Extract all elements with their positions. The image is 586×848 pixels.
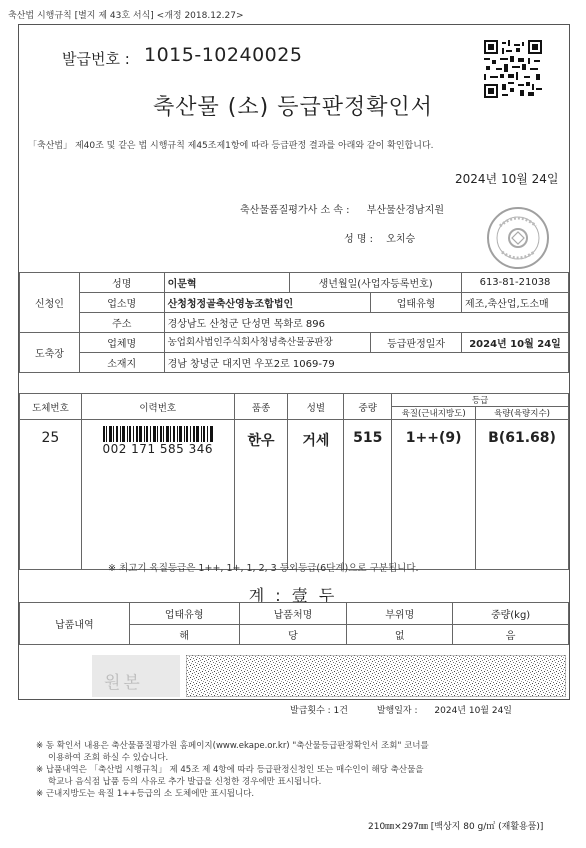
table-row <box>20 420 569 570</box>
intro-text: 「축산법」 제40조 및 같은 법 시행규칙 제45조제1항에 따라 등급판정 결과를 아래와 같이 확인합니다. <box>28 141 434 151</box>
sex: 거세 <box>288 420 344 570</box>
delivery-section-label: 납품내역 <box>20 603 130 645</box>
applicant-birth: 613-81-21038 <box>462 273 569 293</box>
slaughterhouse-location-label: 소재지 <box>79 353 164 373</box>
delivery-part-header: 부위명 <box>347 603 453 625</box>
barcode-icon <box>103 426 213 442</box>
table-row <box>20 293 569 313</box>
total-count: 계 : 壹 두 <box>248 586 338 605</box>
footnote-line: ※ 납품내역은 「축산법 시행규칙」 제 45조 제 4항에 따라 등급판정신청인 또는 매수인이 해당 축산물을 <box>36 765 424 775</box>
breed-header: 품종 <box>234 394 288 420</box>
applicant-name-label: 성명 <box>79 273 164 293</box>
slaughterhouse-section-label: 도축장 <box>20 333 80 373</box>
applicant-address-label: 주소 <box>79 313 164 333</box>
form-reference: 축산법 시행규칙 [별지 제 43호 서식] <개정 2018.12.27> <box>8 11 244 21</box>
table-row <box>20 603 569 625</box>
applicant-biztype: 제조,축산업,도소매 <box>462 293 569 313</box>
meat-quality: 1++(9) <box>392 420 476 570</box>
inspector-org: 부산물산경남지원 <box>366 205 444 216</box>
table-row <box>20 273 569 293</box>
meat-yield-header: 육량(육량지수) <box>476 407 569 420</box>
grade-table <box>19 393 569 570</box>
breed: 한우 <box>234 420 288 570</box>
meat-quality-header: 육질(근내지방도) <box>392 407 476 420</box>
applicant-section-label: 신청인 <box>20 273 80 333</box>
grade-note: ※ 최고기 육질등급은 1++, 1+, 1, 2, 3 등외등급(6단계)으로 구분됩니다. <box>108 563 419 574</box>
applicant-company: 산청청정골축산영농조합법인 <box>164 293 371 313</box>
slaughterhouse-company: 농업회사법인주식회사청녕축산물공판장 <box>164 333 371 353</box>
table-row <box>20 333 569 353</box>
footer-date: 2024년 10월 24일 <box>434 706 513 716</box>
delivery-value-1: 해 <box>129 625 239 645</box>
trace-no-cell <box>81 420 234 570</box>
slaughterhouse-company-label: 업체명 <box>79 333 164 353</box>
slaughterhouse-date-label: 등급판정일자 <box>371 333 462 353</box>
sex-header: 성별 <box>288 394 344 420</box>
issue-date: 2024년 10월 24일 <box>455 172 559 186</box>
applicant-company-label: 업소명 <box>79 293 164 313</box>
delivery-weight-header: 중량(kg) <box>453 603 569 625</box>
slaughterhouse-location: 경남 창녕군 대지면 우포2로 1069-79 <box>164 353 568 373</box>
original-stamp-text: 원본 <box>104 673 143 693</box>
delivery-value-2: 당 <box>239 625 347 645</box>
trace-no-header: 이력번호 <box>81 394 234 420</box>
weight: 515 <box>344 420 392 570</box>
applicant-birth-label: 생년월일(사업자등록번호) <box>290 273 462 293</box>
footnote-line: 이용하여 조회 하실 수 있습니다. <box>48 753 169 763</box>
carcass-no-header: 도체번호 <box>20 394 82 420</box>
footnote-line: ※ 동 확인서 내용은 축산물품질평가원 홈페이지(www.ekape.or.kr) "축산물등급판정확인서 조회" 코너를 <box>36 741 429 751</box>
issue-count: 1건 <box>333 706 348 716</box>
applicant-address: 경상남도 산청군 단성면 목화로 896 <box>164 313 568 333</box>
grade-header: 등급 <box>392 394 569 407</box>
document-title: 축산물 (소) 등급판정확인서 <box>153 95 433 120</box>
footer-date-label: 발행일자 : <box>376 706 418 716</box>
inspector-name: 오치승 <box>386 234 416 245</box>
delivery-value-3: 없 <box>347 625 453 645</box>
issue-number-label: 발급번호 : <box>62 50 130 68</box>
footnote-line: 학교나 음식점 납품 등의 사유로 추가 발급을 신청한 경우에만 표시됩니다. <box>48 777 322 787</box>
inspector-org-label: 축산물품질평가사 소 속 : <box>240 205 350 216</box>
issue-number: 1015-10240025 <box>144 44 303 66</box>
delivery-value-4: 음 <box>453 625 569 645</box>
applicant-biztype-label: 업태유형 <box>371 293 462 313</box>
issue-count-label: 발급횟수 : <box>290 706 331 716</box>
table-row <box>20 394 569 407</box>
security-pattern <box>186 655 566 697</box>
delivery-biztype-header: 업태유형 <box>129 603 239 625</box>
weight-header: 중량 <box>344 394 392 420</box>
table-row <box>20 353 569 373</box>
inspector-name-label: 성 명 : <box>344 234 374 245</box>
delivery-destination-header: 납품처명 <box>239 603 347 625</box>
footnotes <box>36 740 429 800</box>
applicant-name: 이문혁 <box>164 273 290 293</box>
meat-yield: B(61.68) <box>476 420 569 570</box>
slaughterhouse-date: 2024년 10월 24일 <box>462 333 569 353</box>
inspector-seal-icon <box>486 206 550 270</box>
footnote-line: ※ 근내지방도는 육질 1++등급의 소 도체에만 표시됩니다. <box>36 789 255 799</box>
delivery-table <box>19 602 569 645</box>
trace-no: 002 171 585 346 <box>102 442 214 456</box>
applicant-table <box>19 272 569 373</box>
inspector-name-line <box>344 230 415 245</box>
footer-issue-info <box>290 703 512 716</box>
paper-spec: 210㎜×297㎜ [백상지 80 g/㎡ (재활용품)] <box>368 822 544 832</box>
inspector-org-line <box>240 201 444 216</box>
table-row <box>20 313 569 333</box>
carcass-no: 25 <box>20 420 82 570</box>
